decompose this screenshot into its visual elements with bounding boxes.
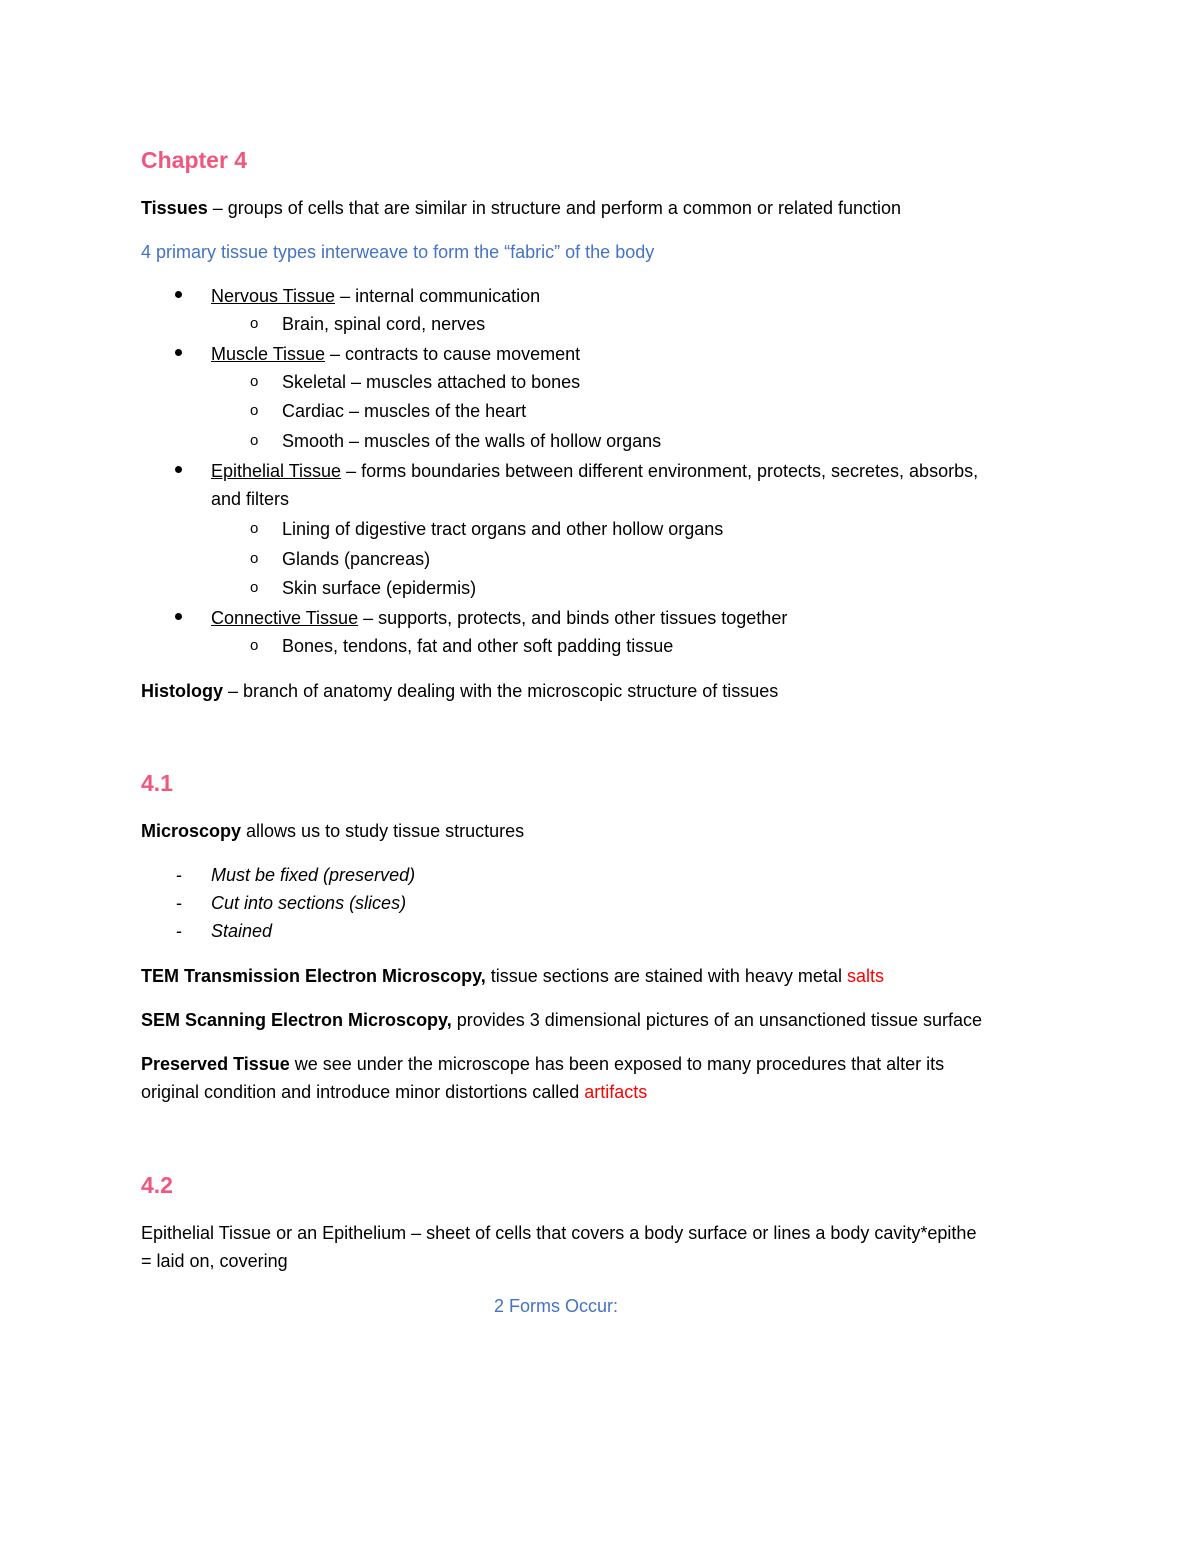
tissue-desc: – contracts to cause movement [325,344,581,364]
preserved-line-2 [141,1080,647,1104]
sub-item: Skin surface (epidermis) [282,578,477,598]
sub-bullet-icon: o [250,402,259,419]
list-item-epithelial [211,459,978,483]
tissue-desc-continued: and filters [211,489,290,509]
sub-bullet-icon: o [250,579,259,596]
chapter-title: Chapter 4 [141,147,248,173]
microscopy-text: allows us to study tissue structures [241,821,525,841]
sub-item: Brain, spinal cord, nerves [282,314,486,334]
step-item: Cut into sections (slices) [211,893,407,913]
epithelium-line-2: = laid on, covering [141,1251,288,1271]
sub-bullet-icon: o [250,432,259,449]
sub-item: Glands (pancreas) [282,549,431,569]
tem-text: tissue sections are stained with heavy metal [485,966,847,986]
tissues-term: Tissues [141,198,208,218]
sub-item: Cardiac – muscles of the heart [282,401,527,421]
step-item: Stained [211,921,273,941]
tissue-desc: – supports, protects, and binds other tissues together [358,608,788,628]
tem-line [141,964,884,988]
sem-line [141,1008,982,1032]
sub-bullet-icon: o [250,637,259,654]
sub-bullet-icon: o [250,315,259,332]
tem-highlight: salts [846,966,884,986]
tissue-desc: – internal communication [335,286,541,306]
sem-term: SEM Scanning Electron Microscopy, [141,1010,452,1030]
tissue-name: Connective Tissue [211,608,359,628]
bullet-icon [175,291,182,298]
histology-definition [141,679,778,703]
dash-bullet-icon: - [176,865,182,885]
tissues-text: – groups of cells that are similar in structure and perform a common or related function [207,198,902,218]
epithelium-line-1: Epithelial Tissue or an Epithelium – sheet of cells that covers a body surface or lines a body cavity*epithe [141,1223,977,1243]
tissue-name: Muscle Tissue [211,344,326,364]
sub-bullet-icon: o [250,550,259,567]
preserved-text-2: original condition and introduce minor distortions called [141,1082,585,1102]
dash-bullet-icon: - [176,921,182,941]
microscopy-line [141,819,524,843]
histology-text: – branch of anatomy dealing with the microscopic structure of tissues [223,681,779,701]
section-title-4-2: 4.2 [141,1172,173,1198]
step-item: Must be fixed (preserved) [211,865,416,885]
list-item-nervous [211,284,540,308]
section-title-4-1: 4.1 [141,770,173,796]
sub-bullet-icon: o [250,373,259,390]
dash-bullet-icon: - [176,893,182,913]
bullet-icon [175,613,182,620]
sub-item: Lining of digestive tract organs and other hollow organs [282,519,724,539]
forms-heading: 2 Forms Occur: [494,1296,619,1316]
tissues-definition [141,196,901,220]
tissue-name: Nervous Tissue [211,286,336,306]
sub-item: Bones, tendons, fat and other soft padding tissue [282,636,674,656]
primary-types-note: 4 primary tissue types interweave to form the “fabric” of the body [141,242,655,262]
sem-text: provides 3 dimensional pictures of an unsanctioned tissue surface [451,1010,983,1030]
list-item-connective [211,606,787,630]
microscopy-term: Microscopy [141,821,242,841]
histology-term: Histology [141,681,224,701]
bullet-icon [175,466,182,473]
preserved-term: Preserved Tissue [141,1054,290,1074]
preserved-highlight: artifacts [584,1082,648,1102]
sub-item: Smooth – muscles of the walls of hollow organs [282,431,662,451]
list-item-muscle [211,342,580,366]
sub-bullet-icon: o [250,520,259,537]
tissue-name: Epithelial Tissue [211,461,342,481]
preserved-line-1 [141,1052,944,1076]
bullet-icon [175,349,182,356]
tissue-desc: – forms boundaries between different environment, protects, secretes, absorbs, [341,461,979,481]
sub-item: Skeletal – muscles attached to bones [282,372,581,392]
tem-term: TEM Transmission Electron Microscopy, [141,966,486,986]
preserved-text: we see under the microscope has been exposed to many procedures that alter its [289,1054,945,1074]
